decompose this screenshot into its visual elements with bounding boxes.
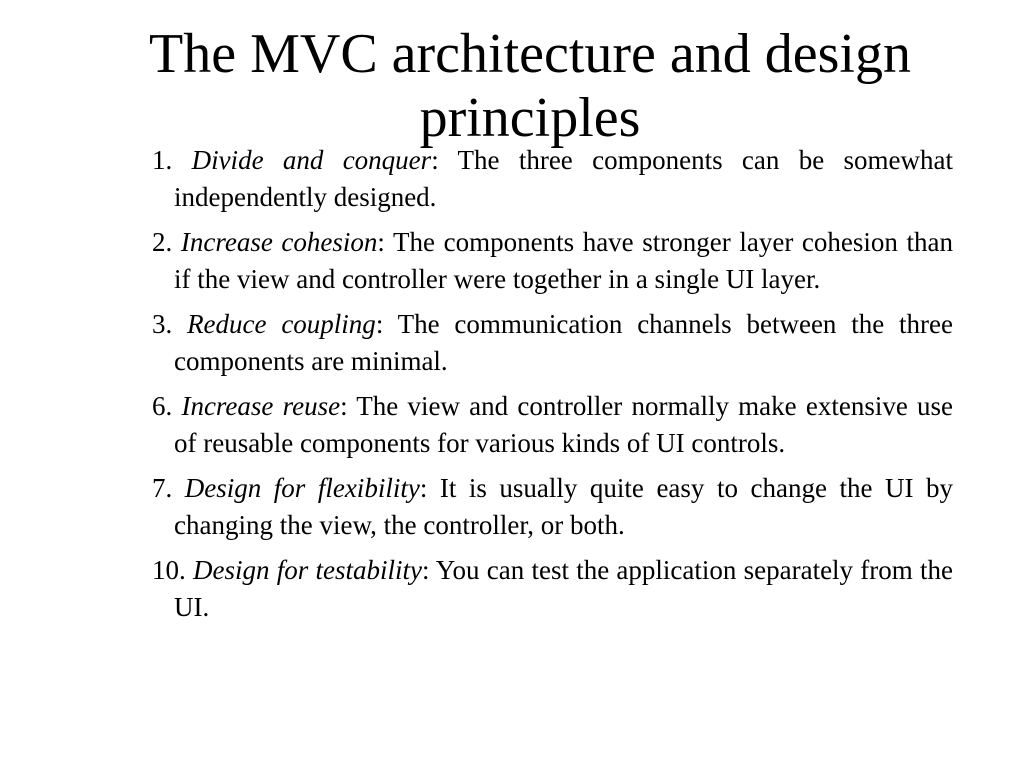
principle-item	[152, 142, 953, 216]
principle-number: 2.	[152, 227, 173, 257]
principle-number: 6.	[152, 391, 173, 421]
principles-list	[152, 142, 953, 634]
principle-item	[152, 470, 953, 544]
principle-item	[152, 224, 953, 298]
principle-number: 10.	[152, 555, 186, 585]
principle-term: Design for testability	[193, 555, 422, 585]
principle-text: : It is usually quite easy to change the UI by changing the view, the controller, or both.	[174, 473, 954, 540]
principle-item	[152, 306, 953, 380]
principle-text: : The view and controller normally make extensive use of reusable components for various kinds of UI controls.	[174, 391, 953, 458]
principle-text: : The three components can be somewhat independently designed.	[174, 145, 954, 212]
principle-term: Increase cohesion	[180, 227, 378, 257]
principle-term: Increase reuse	[181, 391, 341, 421]
principle-text: : You can test the application separately from the UI.	[174, 555, 954, 622]
principle-item	[152, 388, 953, 462]
principle-number: 7.	[152, 473, 173, 503]
principle-term: Divide and conquer	[191, 145, 432, 175]
principle-number: 1.	[152, 145, 173, 175]
principle-term: Reduce coupling	[187, 309, 376, 339]
slide-title: The MVC architecture and design principles	[149, 23, 911, 149]
principle-number: 3.	[152, 309, 173, 339]
principle-item	[152, 552, 953, 626]
principle-term: Design for flexibility	[184, 473, 420, 503]
principle-text: : The communication channels between the three components are minimal.	[174, 309, 953, 376]
principle-text: : The components have stronger layer cohesion than if the view and controller were together in a single UI layer.	[174, 227, 953, 294]
